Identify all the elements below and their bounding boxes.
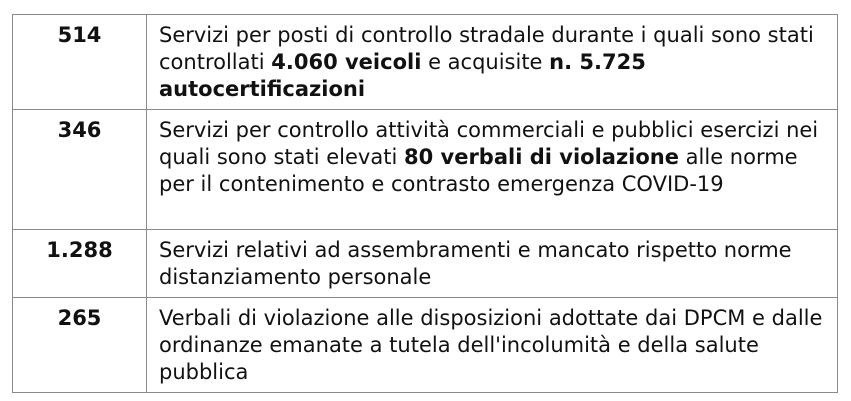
count-cell: 265 — [13, 298, 147, 393]
description-cell — [147, 15, 838, 110]
description-cell — [147, 230, 838, 298]
description-text: Servizi relativi ad assembramenti e mancato rispetto norme distanziamento personale — [159, 238, 792, 289]
description-text: Servizi per controllo attività commerciali e pubblici esercizi nei quali sono stati elevati — [159, 118, 819, 169]
highlight-self-certifications: n. 5.725 autocertificazioni — [159, 50, 646, 101]
description-text: Servizi per posti di controllo stradale durante i quali sono stati controllati — [159, 23, 814, 74]
description-cell — [147, 298, 838, 393]
count-cell: 514 — [13, 15, 147, 110]
description-cell — [147, 110, 838, 230]
highlight-vehicles: 4.060 veicoli — [271, 50, 422, 74]
table-row — [13, 298, 838, 393]
description-text: e acquisite — [421, 50, 550, 74]
description-text: alle norme per il contenimento e contrasto emergenza COVID-19 — [159, 145, 798, 196]
table-row — [13, 15, 838, 110]
table-row — [13, 230, 838, 298]
table-row — [13, 110, 838, 230]
count-cell: 346 — [13, 110, 147, 230]
highlight-violations: 80 verbali di violazione — [403, 145, 679, 169]
description-text: Verbali di violazione alle disposizioni adottate dai DPCM e dalle ordinanze emanate a tutela dell'incolumità e della salute pubblica — [159, 306, 823, 384]
count-cell: 1.288 — [13, 230, 147, 298]
statistics-table — [12, 14, 838, 393]
